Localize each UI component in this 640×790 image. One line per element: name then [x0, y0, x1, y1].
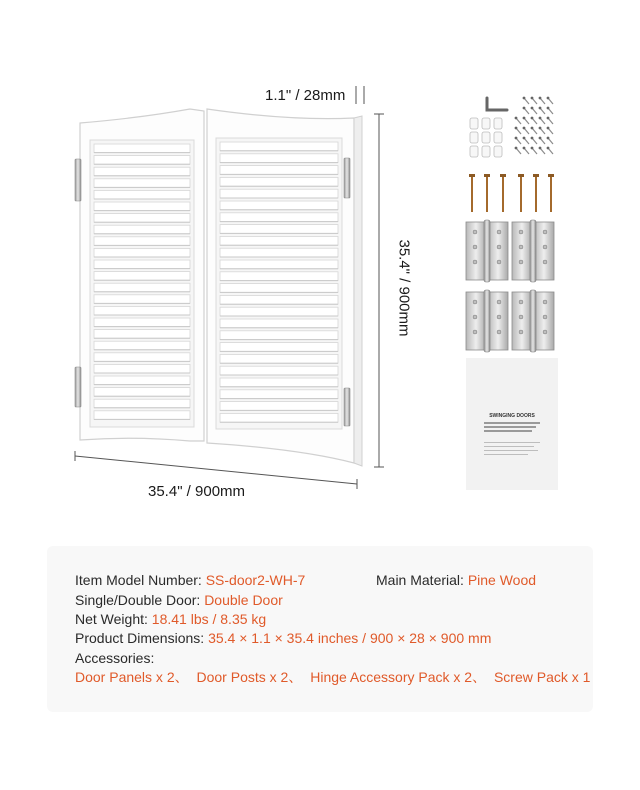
spec-door-type-label: Single/Double Door: — [75, 592, 201, 608]
spec-weight-label: Net Weight: — [75, 611, 148, 627]
left-door-panel — [80, 109, 204, 441]
depth-dimension-label: 1.1" / 28mm — [265, 87, 346, 104]
spec-door-type-value: Double Door — [204, 592, 283, 608]
spec-product-dimensions — [75, 629, 491, 647]
small-screws-icon — [515, 97, 553, 154]
accessory-item: Hinge Accessory Pack x 2、 — [310, 669, 487, 685]
accessory-item: Screw Pack x 1 — [493, 669, 591, 685]
accessory-item: Door Posts x 2、 — [196, 669, 303, 685]
spec-material-value: Pine Wood — [467, 572, 537, 588]
hinge-plates-icon — [466, 220, 554, 352]
spec-model — [75, 571, 305, 589]
wall-anchors-icon — [470, 118, 502, 157]
spec-weight — [75, 610, 266, 628]
accessory-item: Door Panels x 2、 — [75, 669, 189, 685]
hex-key-icon — [487, 98, 507, 110]
spec-product-dimensions-value: 35.4 × 1.1 × 35.4 inches / 900 × 28 × 900 mm — [208, 630, 492, 646]
spec-material-label: Main Material: — [376, 572, 464, 588]
spec-accessories-label: Accessories: — [75, 650, 155, 666]
spec-model-label: Item Model Number: — [75, 572, 202, 588]
spec-door-type — [75, 591, 283, 609]
spec-product-dimensions-label: Product Dimensions: — [75, 630, 205, 646]
long-screws-icon — [469, 174, 554, 212]
spec-material — [376, 571, 536, 589]
width-dimension-label: 35.4" / 900mm — [148, 483, 246, 500]
spec-accessories-list — [75, 668, 594, 686]
manual-title: SWINGING DOORS — [489, 413, 535, 419]
right-door-panel — [207, 109, 362, 466]
spec-model-value: SS-door2-WH-7 — [205, 572, 306, 588]
spec-weight-value: 18.41 lbs / 8.35 kg — [151, 611, 267, 627]
instruction-manual — [466, 358, 558, 490]
height-dimension-label: 35.4" / 900mm — [395, 239, 413, 337]
